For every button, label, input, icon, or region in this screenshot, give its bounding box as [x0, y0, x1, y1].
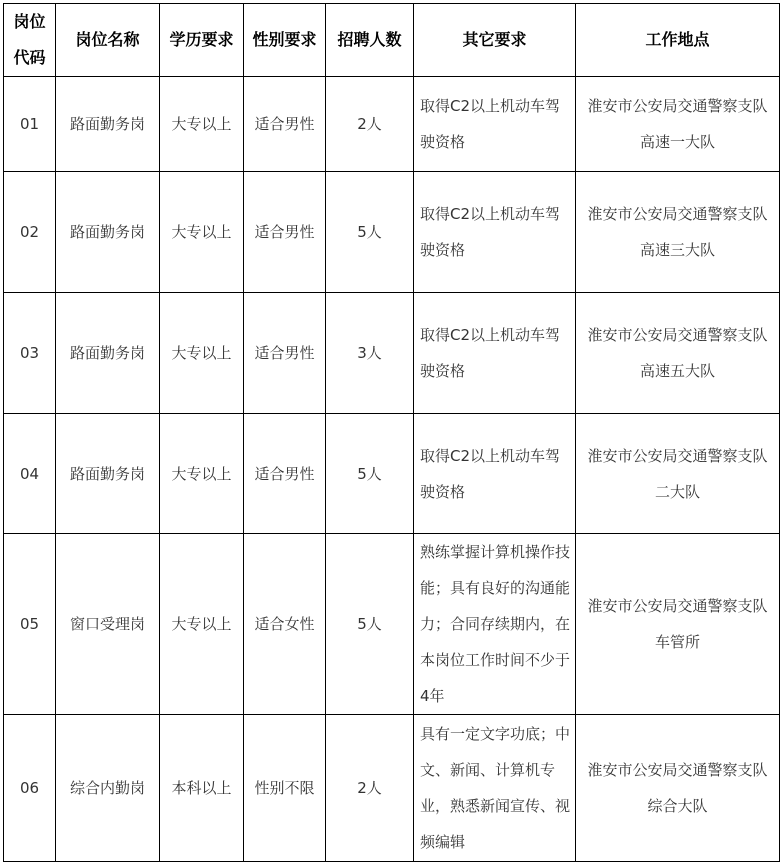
- cell-other: 取得C2以上机动车驾驶资格: [414, 293, 576, 414]
- cell-name: 综合内勤岗: [56, 715, 160, 862]
- cell-count: 5人: [326, 414, 414, 534]
- cell-gender: 适合男性: [244, 77, 326, 172]
- cell-education: 大专以上: [160, 414, 244, 534]
- header-other: 其它要求: [414, 4, 576, 77]
- cell-gender: 适合女性: [244, 534, 326, 715]
- cell-gender: 适合男性: [244, 172, 326, 293]
- cell-other: 熟练掌握计算机操作技能；具有良好的沟通能力；合同存续期内，在本岗位工作时间不少于4年: [414, 534, 576, 715]
- cell-education: 大专以上: [160, 534, 244, 715]
- cell-gender: 性别不限: [244, 715, 326, 862]
- cell-count: 3人: [326, 293, 414, 414]
- cell-other: 取得C2以上机动车驾驶资格: [414, 414, 576, 534]
- cell-location: 淮安市公安局交通警察支队车管所: [576, 534, 780, 715]
- table-row: [4, 534, 780, 715]
- cell-code: 06: [4, 715, 56, 862]
- cell-education: 大专以上: [160, 172, 244, 293]
- cell-code: 04: [4, 414, 56, 534]
- cell-other: 取得C2以上机动车驾驶资格: [414, 172, 576, 293]
- cell-location: 淮安市公安局交通警察支队综合大队: [576, 715, 780, 862]
- cell-education: 大专以上: [160, 293, 244, 414]
- cell-code: 02: [4, 172, 56, 293]
- header-code: 岗位代码: [4, 4, 56, 77]
- header-education: 学历要求: [160, 4, 244, 77]
- cell-location: 淮安市公安局交通警察支队高速五大队: [576, 293, 780, 414]
- cell-education: 大专以上: [160, 77, 244, 172]
- cell-name: 窗口受理岗: [56, 534, 160, 715]
- cell-other: 取得C2以上机动车驾驶资格: [414, 77, 576, 172]
- header-count: 招聘人数: [326, 4, 414, 77]
- cell-education: 本科以上: [160, 715, 244, 862]
- cell-count: 5人: [326, 172, 414, 293]
- cell-name: 路面勤务岗: [56, 172, 160, 293]
- cell-location: 淮安市公安局交通警察支队高速三大队: [576, 172, 780, 293]
- table-row: [4, 715, 780, 862]
- cell-count: 2人: [326, 77, 414, 172]
- cell-code: 05: [4, 534, 56, 715]
- cell-count: 5人: [326, 534, 414, 715]
- cell-name: 路面勤务岗: [56, 293, 160, 414]
- table-row: [4, 172, 780, 293]
- header-location: 工作地点: [576, 4, 780, 77]
- table-row: [4, 414, 780, 534]
- cell-other: 具有一定文字功底；中文、新闻、计算机专业，熟悉新闻宣传、视频编辑: [414, 715, 576, 862]
- cell-location: 淮安市公安局交通警察支队高速一大队: [576, 77, 780, 172]
- table-row: [4, 77, 780, 172]
- cell-name: 路面勤务岗: [56, 77, 160, 172]
- cell-location: 淮安市公安局交通警察支队二大队: [576, 414, 780, 534]
- recruitment-table: [3, 3, 780, 862]
- cell-code: 03: [4, 293, 56, 414]
- cell-gender: 适合男性: [244, 414, 326, 534]
- cell-code: 01: [4, 77, 56, 172]
- cell-name: 路面勤务岗: [56, 414, 160, 534]
- table-row: [4, 293, 780, 414]
- cell-count: 2人: [326, 715, 414, 862]
- header-gender: 性别要求: [244, 4, 326, 77]
- header-name: 岗位名称: [56, 4, 160, 77]
- cell-gender: 适合男性: [244, 293, 326, 414]
- header-row: [4, 4, 780, 77]
